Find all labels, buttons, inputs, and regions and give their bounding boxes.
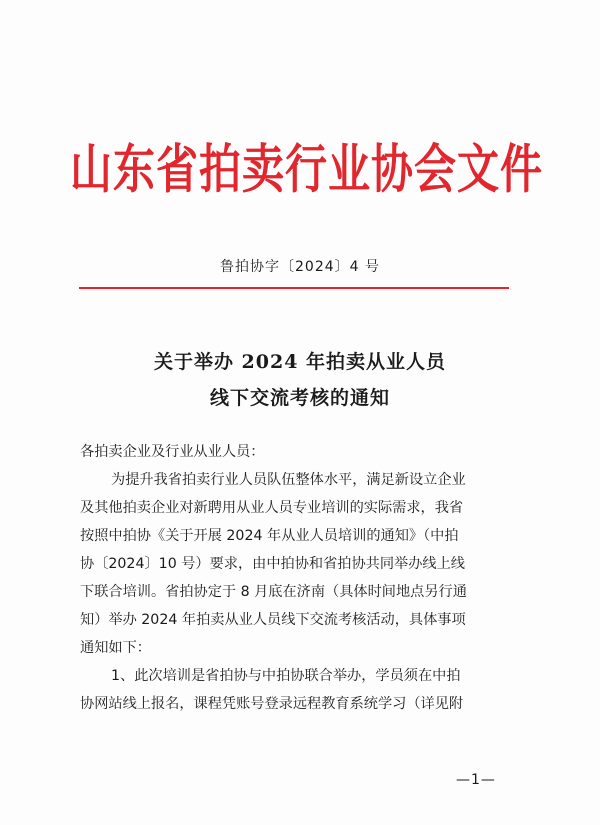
paragraph1-line-2: 及其他拍卖企业对新聘用从业人员专业培训的实际需求，我省 <box>80 500 464 516</box>
paragraph2-line-1: 1、此次培训是省拍协与中拍协联合举办，学员须在中拍 <box>111 668 461 684</box>
page-number: —1— <box>456 772 496 788</box>
notice-title-line-1: 关于举办 2024 年拍卖从业人员 <box>153 351 447 373</box>
document-number: 鲁拍协字〔2024〕4 号 <box>220 259 380 275</box>
paragraph2-line-2: 协网站线上报名，课程凭账号登录远程教育系统学习（详见附 <box>80 696 464 712</box>
document-masthead: 山东省拍卖行业协会文件 <box>70 138 544 200</box>
paragraph1-line-4: 协〔2024〕10 号）要求，由中拍协和省拍协共同举办线上线 <box>80 556 465 572</box>
body-content <box>80 438 520 718</box>
paragraph1-line-1: 为提升我省拍卖行业人员队伍整体水平，满足新设立企业 <box>111 472 466 488</box>
paragraph1-line-3: 按照中拍协《关于开展 2024 年从业人员培训的通知》（中拍 <box>80 528 459 544</box>
paragraph1-line-5: 下联合培训。省拍协定于 8 月底在济南（具体时间地点另行通 <box>80 584 467 600</box>
notice-title-line-2: 线下交流考核的通知 <box>209 387 390 409</box>
paragraph1-line-7: 通知如下： <box>80 640 151 656</box>
red-divider-rule <box>79 287 509 289</box>
salutation: 各拍卖企业及行业从业人员： <box>80 444 265 460</box>
paragraph1-line-6: 知）举办 2024 年拍卖从业人员线下交流考核活动，具体事项 <box>80 612 466 628</box>
